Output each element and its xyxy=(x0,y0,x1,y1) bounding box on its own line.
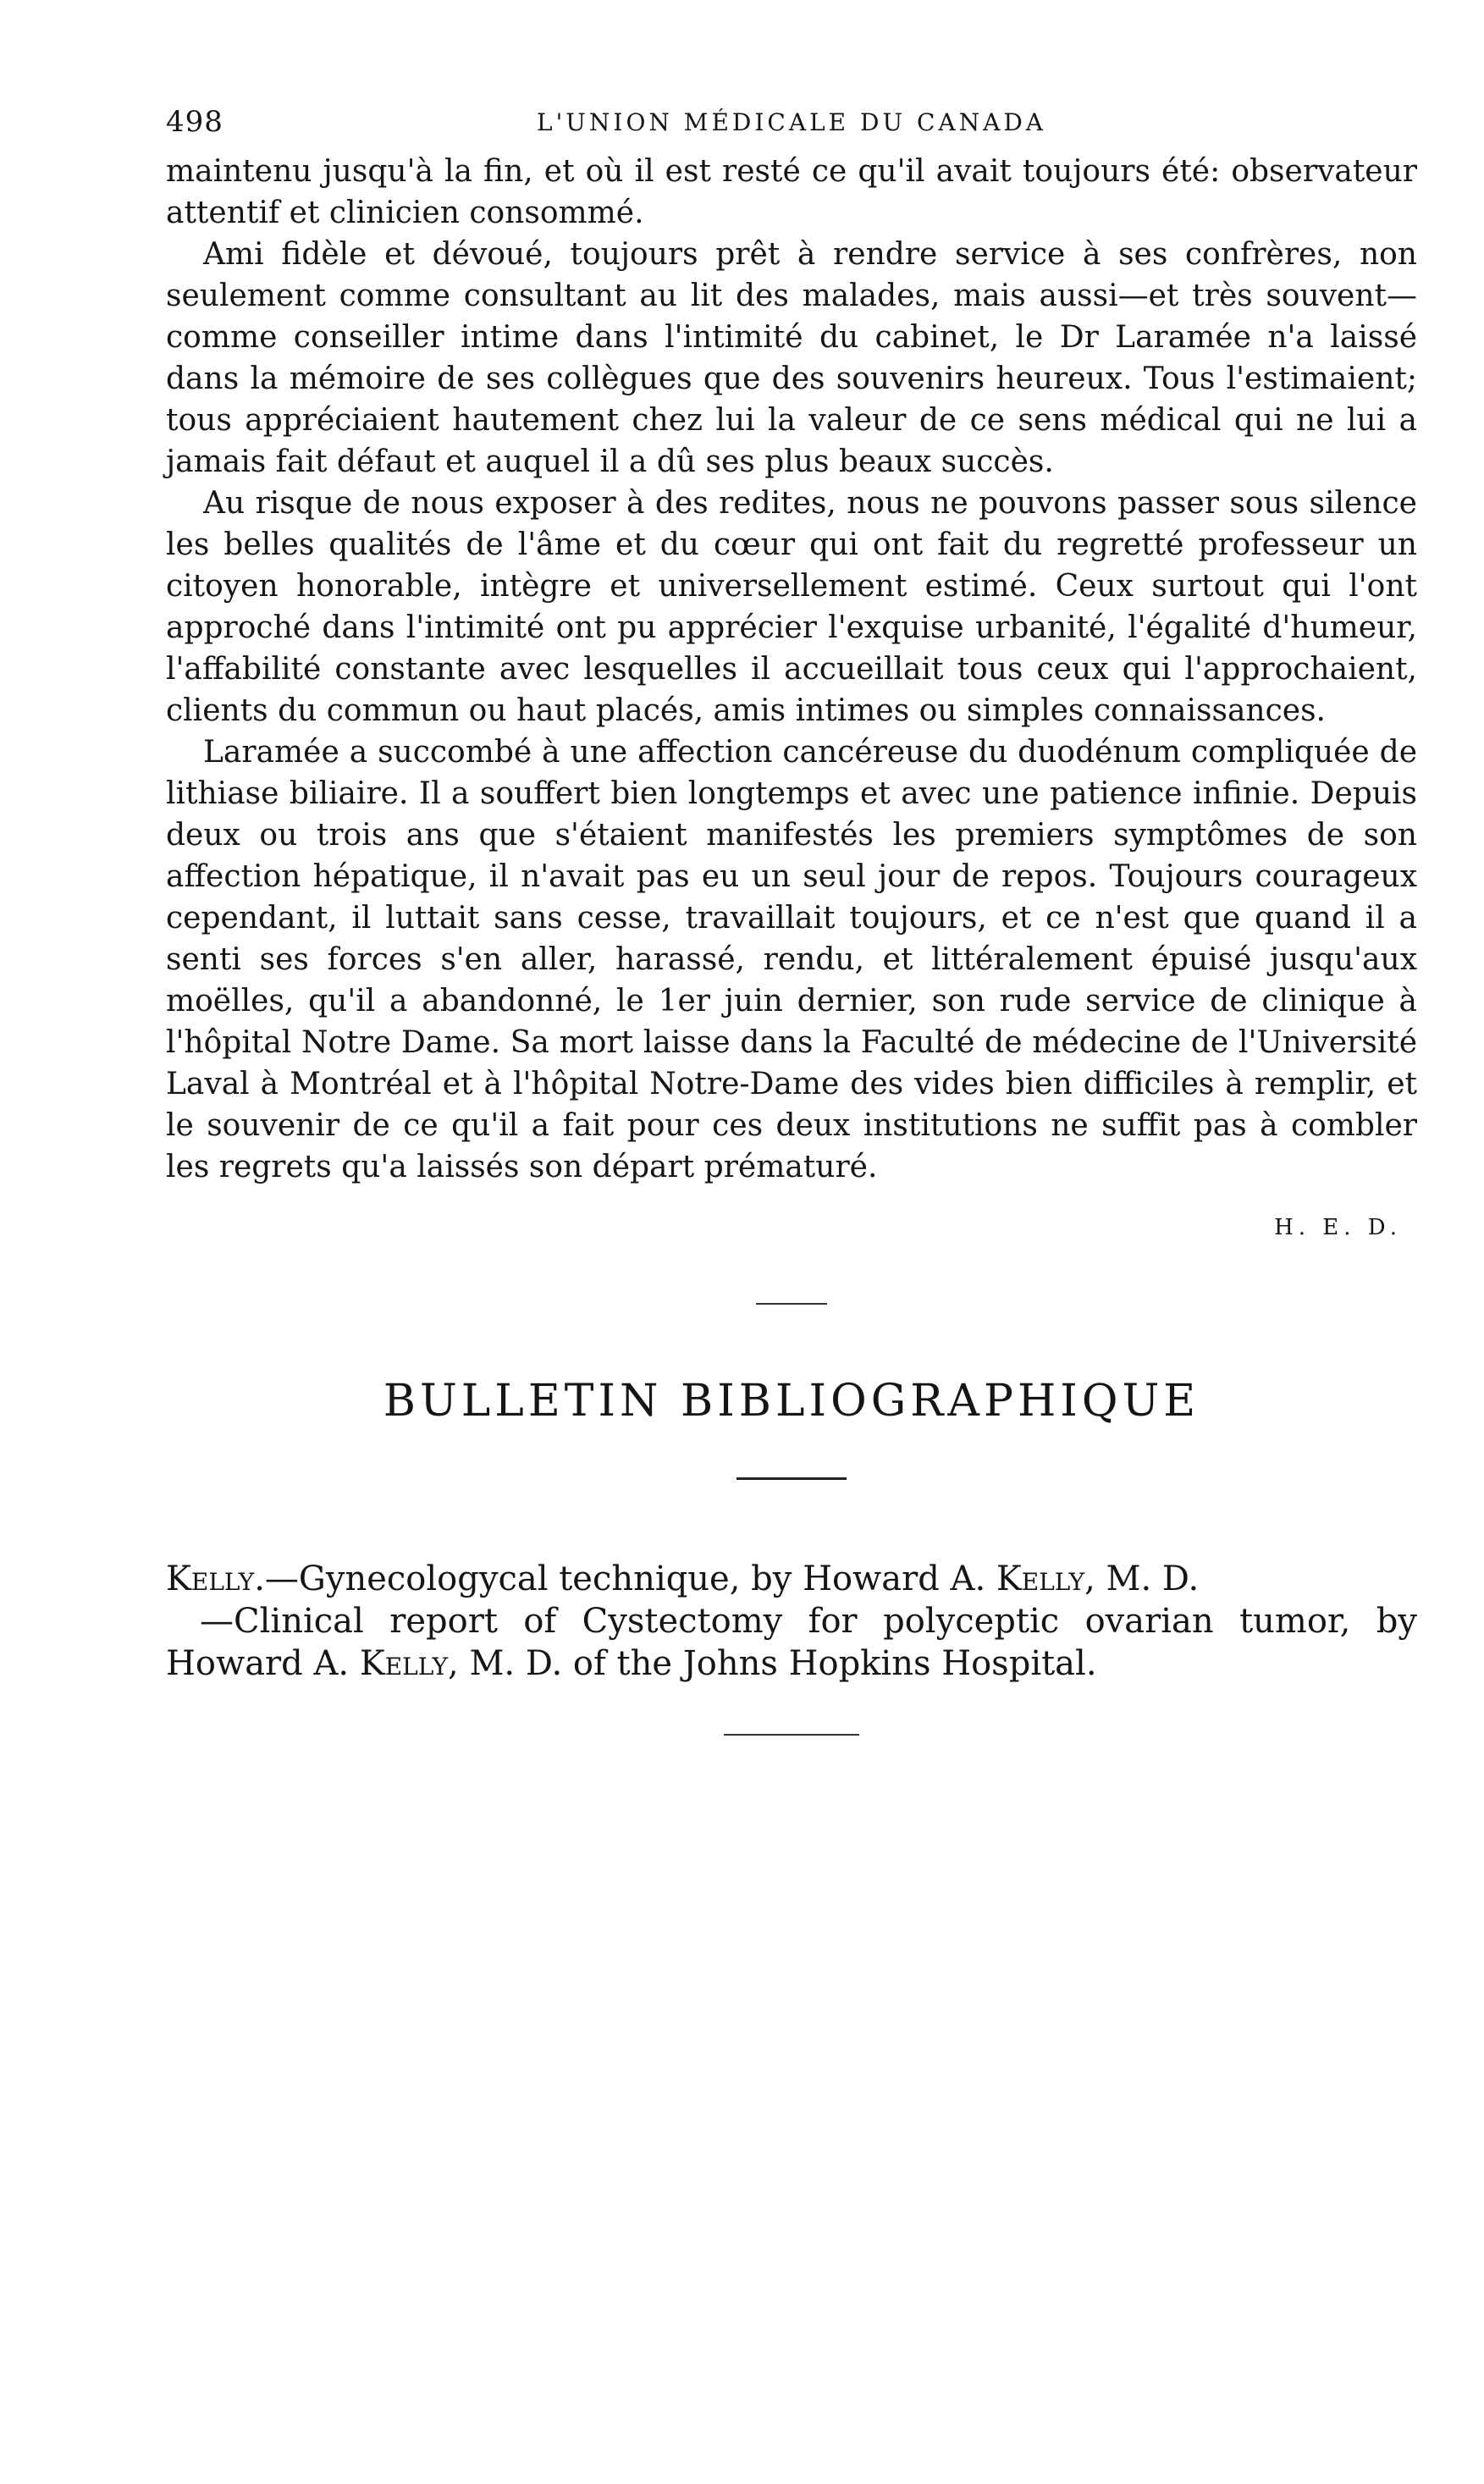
author-signature: H. E. D. xyxy=(1274,1215,1402,1240)
section-title: BULLETIN BIBLIOGRAPHIQUE xyxy=(383,1376,1200,1427)
entry-suffix: , M. D. xyxy=(1084,1559,1200,1598)
entry-author-name: Kelly xyxy=(359,1644,449,1683)
bibliography-list xyxy=(166,1558,1417,1685)
end-divider xyxy=(724,1734,859,1736)
obituary-paragraph-1: maintenu jusqu'à la fin, et où il est resté ce qu'il avait toujours été: observateur attentif et clinicien consommé. xyxy=(166,154,1417,230)
entry-author-name: Kelly xyxy=(996,1559,1085,1598)
bibliography-entry xyxy=(166,1600,1417,1685)
journal-page xyxy=(166,100,1417,1736)
entry-title: —Gynecologycal technique, by Howard A. xyxy=(264,1559,996,1598)
obituary-paragraph-4: Laramée a succombé à une affection cancéreuse du duodénum compliquée de lithiase biliaire. Il a souffert bien longtemps et avec une patience infinie. Depuis deux ou trois ans que s'étaient manifestés les premiers symptômes de son affection hépatique, il n'avait pas eu un seul jour de repos. Toujours courageux cependant, il luttait sans cesse, travaillait toujours, et ce n'est que quand il a senti ses forces s'en aller, harassé, rendu, et littéralement épuisé jusqu'aux moëlles, qu'il a abandonné, le 1er juin dernier, son rude service de clinique à l'hôpital Notre Dame. Sa mort laisse dans la Faculté de médecine de l'Université Laval à Montréal et à l'hôpital Notre-Dame des vides bien difficiles à remplir, et le souvenir de ce qu'il a fait pour ces deux institutions ne suffit pas à combler les regrets qu'a laissés son départ prématuré. xyxy=(166,735,1417,1184)
obituary-paragraph-2: Ami fidèle et dévoué, toujours prêt à rendre service à ses confrères, non seulement comme consultant au lit des malades, mais aussi—et très souvent—comme conseiller intime dans l'intimité du cabinet, le Dr Laramée n'a laissé dans la mémoire de ses collègues que des souvenirs heureux. Tous l'estimaient; tous appréciaient hautement chez lui la valeur de ce sens médical qui ne lui a jamais fait défaut et auquel il a dû ses plus beaux succès. xyxy=(166,237,1417,479)
title-rule xyxy=(736,1477,847,1480)
entry-title: —Clinical report of Cystectomy for polyceptic ovarian tumor, by Howard A. xyxy=(166,1602,1417,1683)
section-divider xyxy=(756,1303,827,1305)
page-number: 498 xyxy=(166,105,223,139)
obituary-paragraph-3: Au risque de nous exposer à des redites, nous ne pouvons passer sous silence les belles qualités de l'âme et du cœur qui ont fait du regretté professeur un citoyen honorable, intègre et universellement estimé. Ceux surtout qui l'ont approché dans l'intimité ont pu apprécier l'exquise urbanité, l'égalité d'humeur, l'affabilité constante avec lesquelles il accueillait tous ceux qui l'approchaient, clients du commun ou haut placés, amis intimes ou simples connaissances. xyxy=(166,486,1417,728)
obituary-text xyxy=(166,151,1417,1188)
entry-author-tag: Kelly. xyxy=(166,1559,265,1598)
running-head xyxy=(166,100,1417,151)
entry-suffix: , M. D. of the Johns Hopkins Hospital. xyxy=(448,1644,1097,1683)
journal-title: L'UNION MÉDICALE DU CANADA xyxy=(537,108,1046,136)
bibliography-entry xyxy=(166,1558,1417,1600)
